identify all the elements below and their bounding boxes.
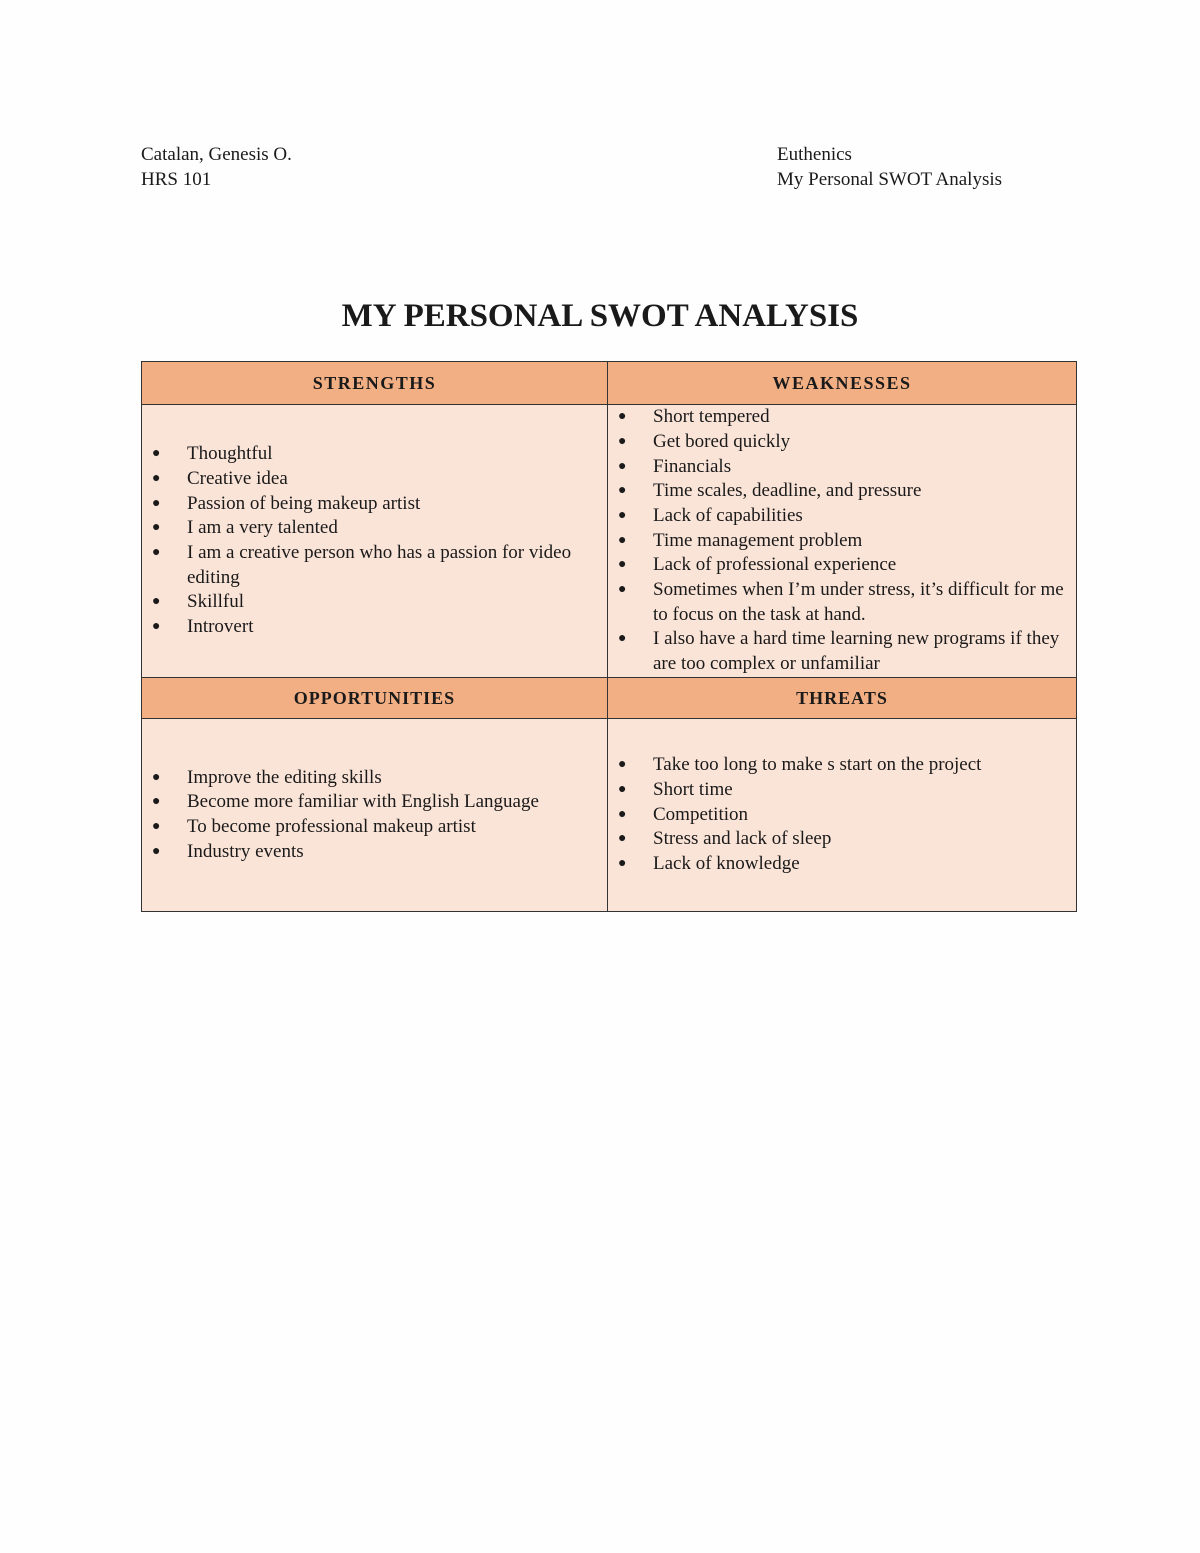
threats-cell bbox=[608, 719, 1077, 912]
header-right bbox=[777, 142, 1002, 192]
bullet-icon: ● bbox=[618, 806, 627, 822]
threats-header: THREATS bbox=[608, 678, 1077, 719]
bullet-icon: ● bbox=[618, 532, 627, 548]
list-item-text: Become more familiar with English Language bbox=[187, 791, 539, 813]
bullet-icon: ● bbox=[618, 483, 627, 499]
bullet-icon: ● bbox=[618, 856, 627, 872]
weaknesses-cell bbox=[608, 405, 1077, 678]
bullet-icon: ● bbox=[618, 433, 627, 449]
subject-name: Euthenics bbox=[777, 144, 852, 165]
bullet-icon: ● bbox=[152, 495, 161, 511]
student-name: Catalan, Genesis O. bbox=[141, 144, 292, 165]
assignment-title: My Personal SWOT Analysis bbox=[777, 169, 1003, 190]
bullet-icon: ● bbox=[152, 520, 161, 536]
bullet-icon: ● bbox=[152, 769, 161, 785]
list-item bbox=[142, 541, 595, 590]
swot-table bbox=[141, 361, 1077, 912]
list-item bbox=[608, 529, 1064, 554]
list-item-text: Get bored quickly bbox=[653, 430, 791, 452]
list-item-text: Stress and lack of sleep bbox=[653, 828, 832, 850]
bullet-icon: ● bbox=[618, 781, 627, 797]
list-item bbox=[142, 516, 595, 541]
list-item bbox=[142, 790, 595, 815]
list-item bbox=[608, 578, 1064, 627]
list-item bbox=[608, 455, 1064, 480]
list-item bbox=[608, 504, 1064, 529]
opportunities-cell bbox=[142, 719, 608, 912]
list-item bbox=[142, 766, 595, 791]
list-item bbox=[608, 753, 1064, 778]
bullet-icon: ● bbox=[152, 619, 161, 635]
list-item-text: Take too long to make s start on the project bbox=[653, 754, 982, 776]
list-item-text: Financials bbox=[653, 455, 732, 477]
list-item bbox=[608, 803, 1064, 828]
list-item-text: Time scales, deadline, and pressure bbox=[653, 480, 922, 502]
list-item bbox=[608, 430, 1064, 455]
list-item-text: Lack of professional experience bbox=[653, 554, 897, 576]
bullet-icon: ● bbox=[618, 557, 627, 573]
weaknesses-header: WEAKNESSES bbox=[608, 362, 1077, 405]
list-item bbox=[608, 405, 1064, 430]
list-item bbox=[142, 840, 595, 865]
opportunities-list bbox=[142, 766, 607, 865]
strengths-list bbox=[142, 442, 607, 640]
bullet-icon: ● bbox=[618, 757, 627, 773]
list-item bbox=[142, 492, 595, 517]
strengths-header: STRENGTHS bbox=[142, 362, 608, 405]
opportunities-header: OPPORTUNITIES bbox=[142, 678, 608, 719]
list-item-text: Lack of capabilities bbox=[653, 504, 803, 526]
list-item-text: I am a very talented bbox=[187, 517, 338, 539]
list-item-text: Short tempered bbox=[653, 406, 770, 428]
list-item-text: Time management problem bbox=[653, 529, 863, 551]
bullet-icon: ● bbox=[152, 470, 161, 486]
course-code: HRS 101 bbox=[141, 169, 212, 190]
list-item-text: I am a creative person who has a passion for video editing bbox=[187, 542, 572, 588]
list-item-text: Sometimes when I’m under stress, it’s difficult for me to focus on the task at hand. bbox=[653, 579, 1064, 625]
list-item-text: Introvert bbox=[187, 616, 254, 638]
list-item bbox=[142, 815, 595, 840]
bullet-icon: ● bbox=[152, 794, 161, 810]
bullet-icon: ● bbox=[618, 409, 627, 425]
list-item bbox=[608, 778, 1064, 803]
list-item bbox=[142, 590, 595, 615]
bullet-icon: ● bbox=[618, 507, 627, 523]
weaknesses-list bbox=[608, 405, 1076, 677]
list-item-text: Thoughtful bbox=[187, 443, 273, 465]
list-item-text: Passion of being makeup artist bbox=[187, 492, 421, 514]
bullet-icon: ● bbox=[152, 594, 161, 610]
page-title: MY PERSONAL SWOT ANALYSIS bbox=[341, 298, 859, 334]
header-left bbox=[141, 142, 292, 192]
threats-list bbox=[608, 753, 1076, 877]
list-item bbox=[608, 553, 1064, 578]
bullet-icon: ● bbox=[152, 843, 161, 859]
list-item-text: Lack of knowledge bbox=[653, 853, 800, 875]
list-item bbox=[142, 442, 595, 467]
bullet-icon: ● bbox=[618, 831, 627, 847]
bullet-icon: ● bbox=[618, 631, 627, 647]
list-item bbox=[608, 827, 1064, 852]
list-item bbox=[142, 467, 595, 492]
list-item-text: Competition bbox=[653, 803, 748, 825]
list-item-text: Improve the editing skills bbox=[187, 766, 382, 788]
list-item-text: I also have a hard time learning new programs if they are too complex or unfamiliar bbox=[653, 628, 1060, 675]
list-item-text: To become professional makeup artist bbox=[187, 816, 476, 837]
list-item bbox=[608, 852, 1064, 877]
list-item bbox=[608, 479, 1064, 504]
list-item-text: Short time bbox=[653, 778, 733, 800]
list-item-text: Creative idea bbox=[187, 467, 288, 489]
list-item-text: Industry events bbox=[187, 840, 304, 862]
list-item bbox=[608, 627, 1064, 676]
strengths-cell bbox=[142, 405, 608, 678]
bullet-icon: ● bbox=[152, 545, 161, 560]
bullet-icon: ● bbox=[152, 446, 161, 462]
bullet-icon: ● bbox=[618, 582, 627, 598]
list-item bbox=[142, 615, 595, 640]
list-item-text: Skillful bbox=[187, 591, 245, 613]
bullet-icon: ● bbox=[618, 458, 627, 474]
bullet-icon: ● bbox=[152, 819, 161, 834]
